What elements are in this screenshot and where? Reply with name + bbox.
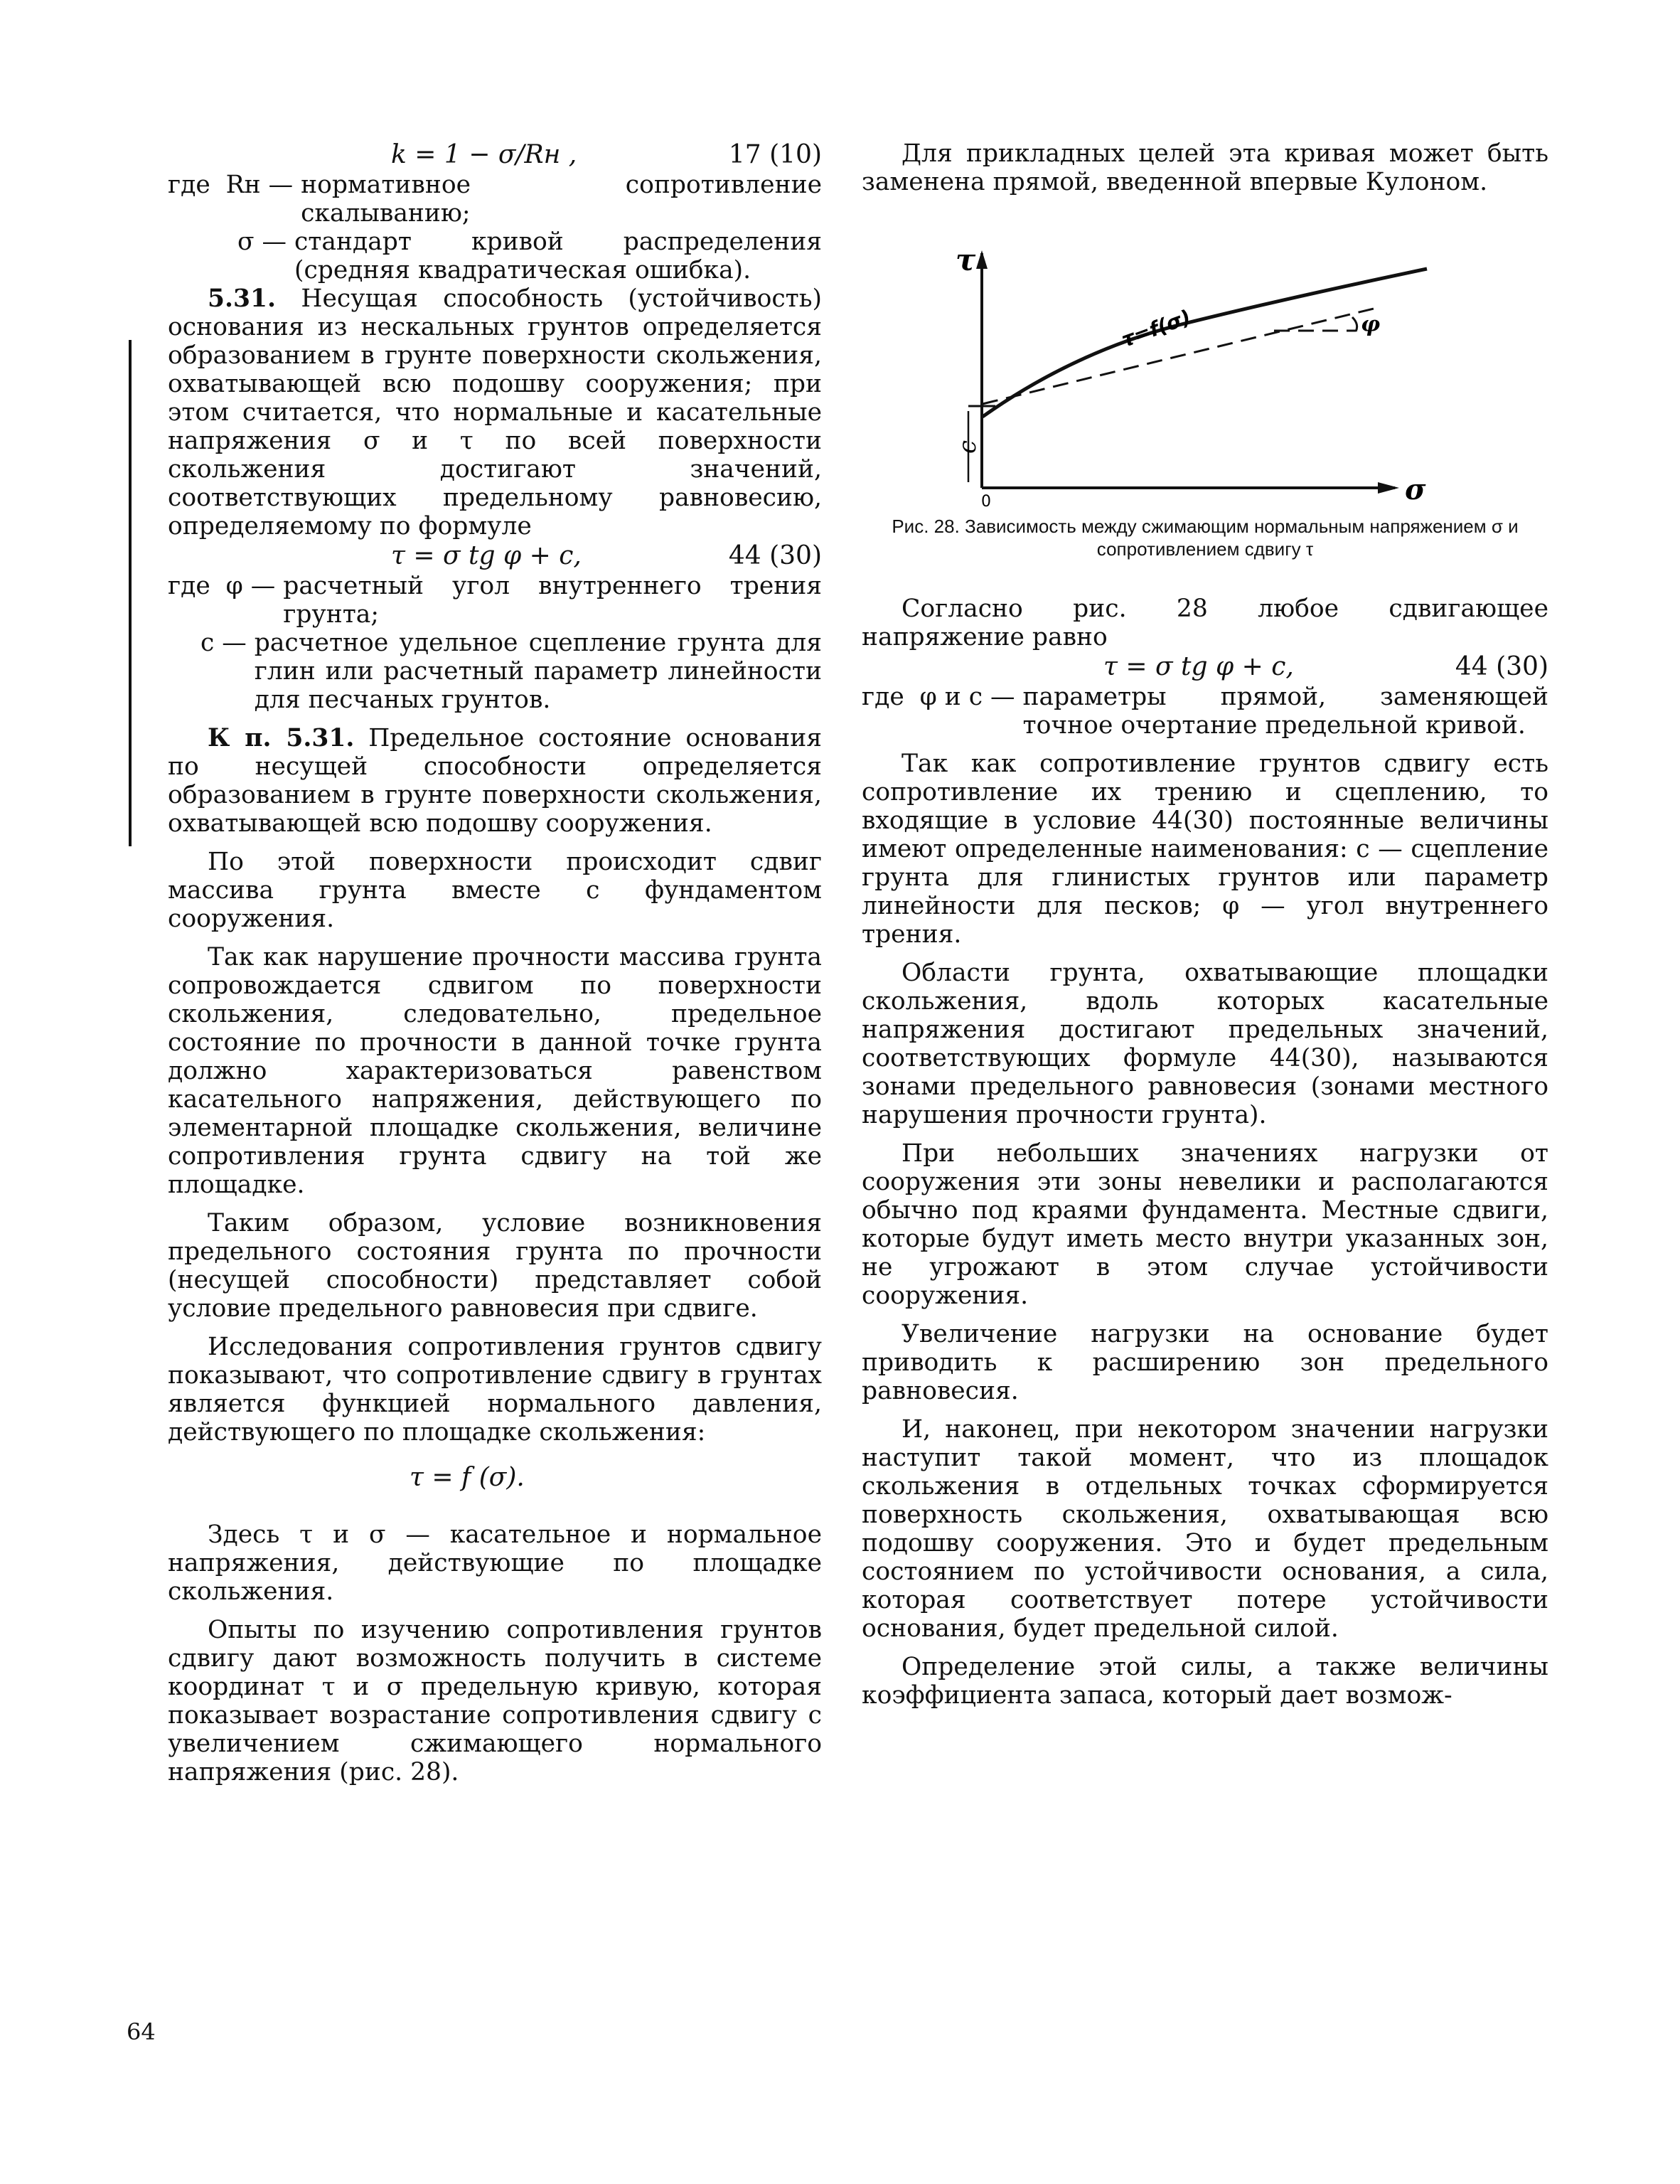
clause-5-31: 5.31. Несущая способность (устойчивость) основания из нескальных грунтов определяется образованием в грунте поверхности скольжения, охватывающей всю подошву сооружения; при этом считается, что нормальные и касательные напряжения σ и τ по всей поверхности скольжения достигают значений, соответствующих предельному равновесию, определяемому по формуле xyxy=(168,284,822,540)
y-axis-arrow xyxy=(976,250,988,269)
formula-44: τ = σ tg φ + c, 44 (30) xyxy=(391,541,822,570)
revision-bar xyxy=(129,340,132,846)
definition-sigma: σ — стандарт кривой распределения (средняя квадратическая ошибка). xyxy=(237,228,822,284)
x-axis-label: σ xyxy=(1405,473,1426,506)
figure-28 xyxy=(862,225,1548,509)
figure-caption: Рис. 28. Зависимость между сжимающим нормальным напряжением σ и сопротивлением сдвигу τ xyxy=(892,516,1519,560)
formula-44-right: τ = σ tg φ + c, 44 (30) xyxy=(1103,652,1548,681)
page-number: 64 xyxy=(127,2018,156,2045)
left-column xyxy=(168,139,822,1786)
right-column xyxy=(862,139,1548,1710)
paragraph: Таким образом, условие возникновения предельного состояния грунта по прочности (несущей способности) представляет собой условие предельного равновесия при сдвиге. xyxy=(168,1209,822,1323)
formula-expression: k = 1 − σ/Rн , xyxy=(391,140,577,169)
definition-phi: где φ — расчетный угол внутреннего трения грунта; xyxy=(168,572,822,629)
paragraph: И, наконец, при некотором значении нагрузки наступит такой момент, что из площадок скольжения в отдельных точках сформируется поверхность скольжения, охватывающая всю подошву сооружения. Это и будет предельным состоянием по устойчивости основания, а сила, которая соответствует потере устойчивости основания, будет предельной силой. xyxy=(862,1415,1548,1643)
paragraph: Определение этой силы, а также величины коэффициента запаса, который дает возмож- xyxy=(862,1653,1548,1710)
origin-label: 0 xyxy=(981,493,991,509)
y-axis-label: τ xyxy=(956,243,976,277)
c-label: c xyxy=(953,440,982,454)
paragraph: Для прикладных целей эта кривая может быть заменена прямой, введенной впервые Кулоном. xyxy=(862,139,1548,196)
commentary-5-31: К п. 5.31. Предельное состояние основания по несущей способности определяется образованием в грунте поверхности скольжения, охватывающей всю подошву сооружения. xyxy=(168,724,822,838)
angle-label: φ xyxy=(1361,312,1381,337)
limit-curve xyxy=(983,269,1427,417)
paragraph: При небольших значениях нагрузки от сооружения эти зоны невелики и располагаются обычно под краями фундамента. Местные сдвиги, которые будут иметь место внутри указанных зон, не угрожают в этом случае устойчивости сооружения. xyxy=(862,1139,1548,1310)
paragraph: Исследования сопротивления грунтов сдвигу показывают, что сопротивление сдвигу в грунтах является функцией нормального давления, действующего по площадке скольжения: xyxy=(168,1333,822,1447)
curve-label: τ=f(σ) xyxy=(1118,305,1194,352)
angle-arc xyxy=(1352,317,1357,331)
definition-c: c — расчетное удельное сцепление грунта для глин или расчетный параметр линейности для песчаных грунтов. xyxy=(200,629,822,714)
paragraph: Области грунта, охватывающие площадки скольжения, вдоль которых касательные напряжения достигают предельных значений, соответствующих формуле 44(30), называются зонами предельного равновесия (зонами местного нарушения прочности грунта). xyxy=(862,959,1548,1129)
definition-r: где Rн — нормативное сопротивление скалыванию; xyxy=(168,171,822,228)
definition-phi-c: где φ и c — параметры прямой, заменяющей точное очертание предельной кривой. xyxy=(862,683,1548,740)
formula-17 xyxy=(168,139,822,171)
paragraph: По этой поверхности происходит сдвиг массива грунта вместе с фундаментом сооружения. xyxy=(168,848,822,933)
paragraph: Так как нарушение прочности массива грунта сопровождается сдвигом по поверхности скольжения, следовательно, предельное состояние по прочности в данной точке грунта должно характеризоваться равенством касательного напряжения, действующего по элементарной площадке скольжения, величине сопротивления грунта сдвигу на той же площадке. xyxy=(168,943,822,1199)
paragraph: Опыты по изучению сопротивления грунтов сдвигу дают возможность получить в системе координат τ и σ предельную кривую, которая показывает возрастание сопротивления сдвигу с увеличением сжимающего нормального напряжения (рис. 28). xyxy=(168,1616,822,1786)
paragraph: Согласно рис. 28 любое сдвигающее напряжение равно xyxy=(862,595,1548,651)
paragraph: Увеличение нагрузки на основание будет приводить к расширению зон предельного равновесия. xyxy=(862,1320,1548,1405)
x-axis-arrow xyxy=(1378,482,1399,494)
formula-tau-f-sigma: τ = f (σ). xyxy=(410,1463,525,1492)
paragraph: Здесь τ и σ — касательное и нормальное напряжения, действующие по площадке скольжения. xyxy=(168,1520,822,1606)
paragraph: Так как сопротивление грунтов сдвигу есть сопротивление их трению и сцеплению, то входящие в условие 44(30) постоянные величины имеют определенные наименования: c — сцепление грунта для глинистых грунтов или параметр линейности для песков; φ — угол внутреннего трения. xyxy=(862,750,1548,949)
formula-number: 17 (10) xyxy=(728,140,822,169)
